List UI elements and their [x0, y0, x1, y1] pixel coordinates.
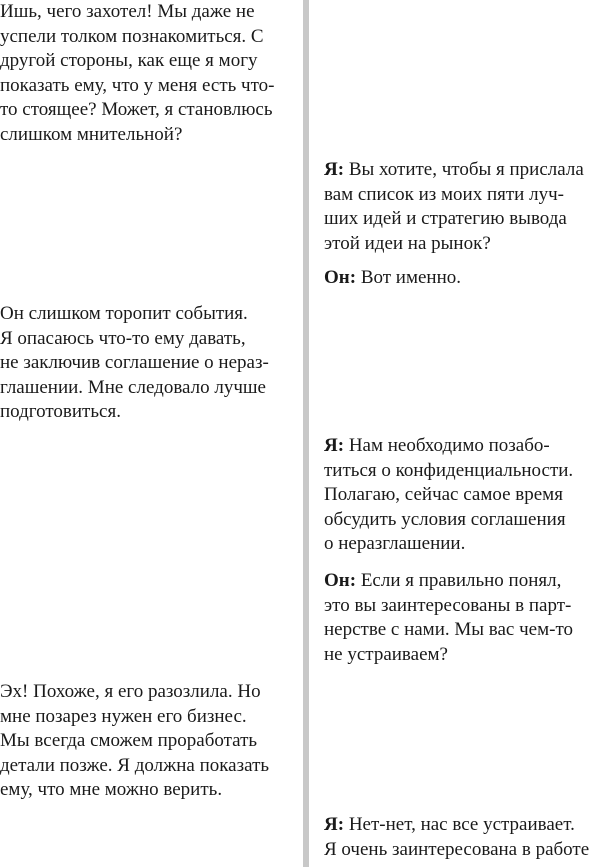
dialogue-line-4 [324, 569, 573, 667]
text-line: Вы хотите, чтобы я прислала [344, 159, 584, 180]
text-line: не заключив соглашение о нераз- [0, 352, 269, 374]
text-line: Ишь, чего захотел! Мы даже не [0, 1, 255, 22]
text-line: Я очень заинтересована в работе [324, 838, 590, 860]
text-line: Нет-нет, нас все устраивает. [344, 814, 575, 835]
speaker-label: Я: [324, 159, 345, 180]
speaker-label: Я: [324, 814, 345, 835]
speaker-label: Я: [324, 435, 345, 456]
dialogue-line-1 [324, 158, 584, 256]
text-line: подготовиться. [0, 401, 121, 423]
text-line: этой идеи на рынок? [324, 232, 491, 254]
text-line: ему, что мне можно верить. [0, 779, 223, 801]
thought-paragraph-1 [0, 0, 274, 148]
text-line: Я опасаюсь что-то ему давать, [0, 327, 246, 349]
dialogue-line-2 [324, 266, 461, 291]
text-line: успели толком познакомиться. С [0, 25, 264, 47]
text-line: вам список из моих пяти луч- [324, 183, 564, 205]
speaker-label: Он: [324, 267, 357, 288]
dialogue-line-3 [324, 434, 573, 557]
text-line: нерстве с нами. Мы вас чем-то [324, 619, 573, 641]
text-line: показать ему, что у меня есть что- [0, 74, 275, 96]
text-line: другой стороны, как еще я могу [0, 50, 258, 72]
text-line: глашении. Мне следовало лучше [0, 376, 266, 398]
text-line: мне позарез нужен его бизнес. [0, 705, 247, 727]
text-line: Эх! Похоже, я его разозлила. Но [0, 681, 261, 702]
text-line: то стоящее? Может, я становлюсь [0, 99, 273, 121]
text-line: ших идей и стратегию вывода [324, 208, 567, 230]
text-line: Он слишком торопит события. [0, 303, 248, 324]
text-line: Полагаю, сейчас самое время [324, 484, 563, 506]
dialogue-line-5 [324, 813, 589, 862]
text-line: не устраиваем? [324, 643, 448, 665]
text-line: обсудить условия соглашения [324, 508, 566, 530]
speaker-label: Он: [324, 570, 357, 591]
thought-paragraph-2 [0, 302, 269, 425]
text-line: Нам необходимо позабо- [344, 435, 550, 456]
text-line: Вот именно. [356, 267, 461, 288]
text-line: детали позже. Я должна показать [0, 754, 270, 776]
text-line: Мы всегда сможем проработать [0, 730, 258, 752]
text-line: Если я правильно понял, [356, 570, 562, 591]
text-line: о неразглашении. [324, 533, 466, 555]
thought-paragraph-3 [0, 680, 269, 803]
text-line: слишком мнительной? [0, 123, 183, 145]
column-divider [303, 0, 309, 867]
text-line: титься о конфиденциальности. [324, 459, 574, 481]
text-line: это вы заинтересованы в парт- [324, 594, 572, 616]
